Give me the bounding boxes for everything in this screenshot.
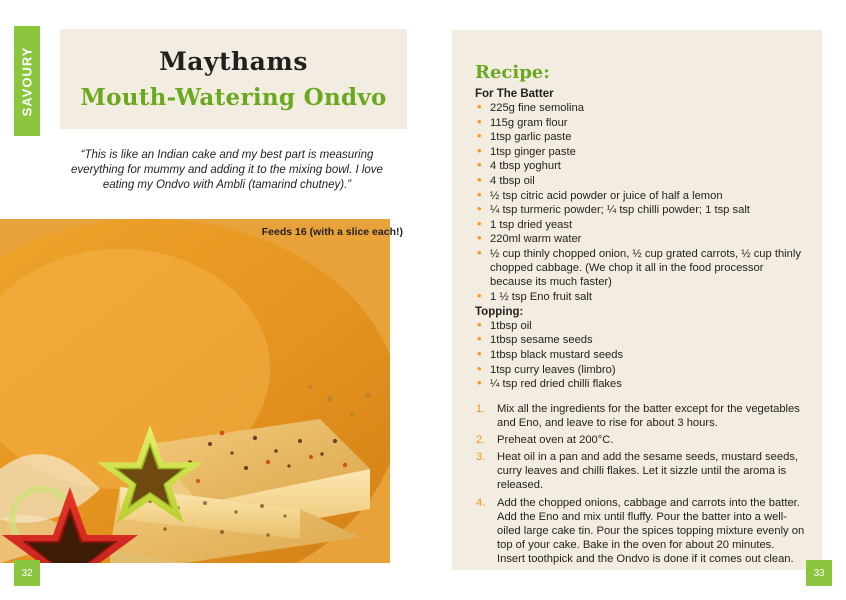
page-number-left: 32 <box>14 560 40 586</box>
list-item: Mix all the ingredients for the batter except for the vegetables and Eno, and leave to rise for about 3 hours. <box>497 403 800 430</box>
list-item: • 1tsp ginger paste <box>475 145 805 159</box>
list-item: • 220ml warm water <box>475 232 805 246</box>
page-number-right: 33 <box>806 560 832 586</box>
list-item: • 1 tsp dried yeast <box>475 218 805 232</box>
recipe-title-sub: Mouth-Watering Ondvo <box>80 84 387 111</box>
section-tab-label: SAVOURY <box>19 46 35 116</box>
section-tab-savoury <box>14 26 40 136</box>
list-item: • 1tbsp oil <box>475 319 805 333</box>
list-item: • 4 tbsp oil <box>475 174 805 188</box>
right-page <box>423 0 846 600</box>
topping-label: Topping: <box>475 305 524 318</box>
ondvo-photo-illustration <box>0 219 390 563</box>
batter-ingredient-list <box>475 101 805 304</box>
batter-label: For The Batter <box>475 88 554 100</box>
list-item: • 1tbsp sesame seeds <box>475 333 805 347</box>
list-item: Preheat oven at 200°C. <box>497 434 614 447</box>
method-step-list <box>475 402 805 566</box>
ingredients-section <box>475 88 805 392</box>
recipe-photo <box>0 219 390 563</box>
serving-note: Feeds 16 (with a slice each!) <box>261 226 403 238</box>
recipe-heading: Recipe: <box>475 62 550 83</box>
recipe-quote: “This is like an Indian cake and my best part is measuring everything for mummy and adding it to the mixing bowl. I love eating my Ondvo with Ambli (tamarind chutney).” <box>71 149 383 191</box>
list-item: • 1tsp garlic paste <box>475 130 805 144</box>
list-item: Add the chopped onions, cabbage and carrots into the batter. Add the Eno and mix until fluffy. Pour the batter into a well-oiled large cake tin. Pour the spices topping mixture evenly on top of your cake. Bake in the oven for about 20 minutes. Insert toothpick and the Ondvo is done if it comes out clean. <box>497 496 805 565</box>
list-item: • ½ tsp citric acid powder or juice of half a lemon <box>475 189 805 203</box>
list-item: • 115g gram flour <box>475 116 805 130</box>
method-section <box>475 402 805 569</box>
list-item: • 1tsp curry leaves (limbro) <box>475 363 805 377</box>
list-item: Heat oil in a pan and add the sesame seeds, mustard seeds, curry leaves and chilli flakes. Let it sizzle until the aroma is released. <box>497 451 799 492</box>
torn-paper-edge-icon <box>452 30 822 52</box>
list-item: • ½ cup thinly chopped onion, ½ cup grated carrots, ½ cup thinly chopped cabbage. (We chop it all in the food processor because its much faster) <box>475 247 805 289</box>
list-item: • 1 ½ tsp Eno fruit salt <box>475 290 805 304</box>
recipe-title-main: Maythams <box>159 47 308 76</box>
recipe-card <box>452 30 822 570</box>
recipe-title-box <box>60 29 407 129</box>
list-item: • ¼ tsp turmeric powder; ¼ tsp chilli powder; 1 tsp salt <box>475 203 805 217</box>
list-item: • 225g fine semolina <box>475 101 805 115</box>
topping-ingredient-list <box>475 319 805 391</box>
list-item: • ¼ tsp red dried chilli flakes <box>475 377 805 391</box>
list-item: • 1tbsp black mustard seeds <box>475 348 805 362</box>
list-item: • 4 tbsp yoghurt <box>475 159 805 173</box>
